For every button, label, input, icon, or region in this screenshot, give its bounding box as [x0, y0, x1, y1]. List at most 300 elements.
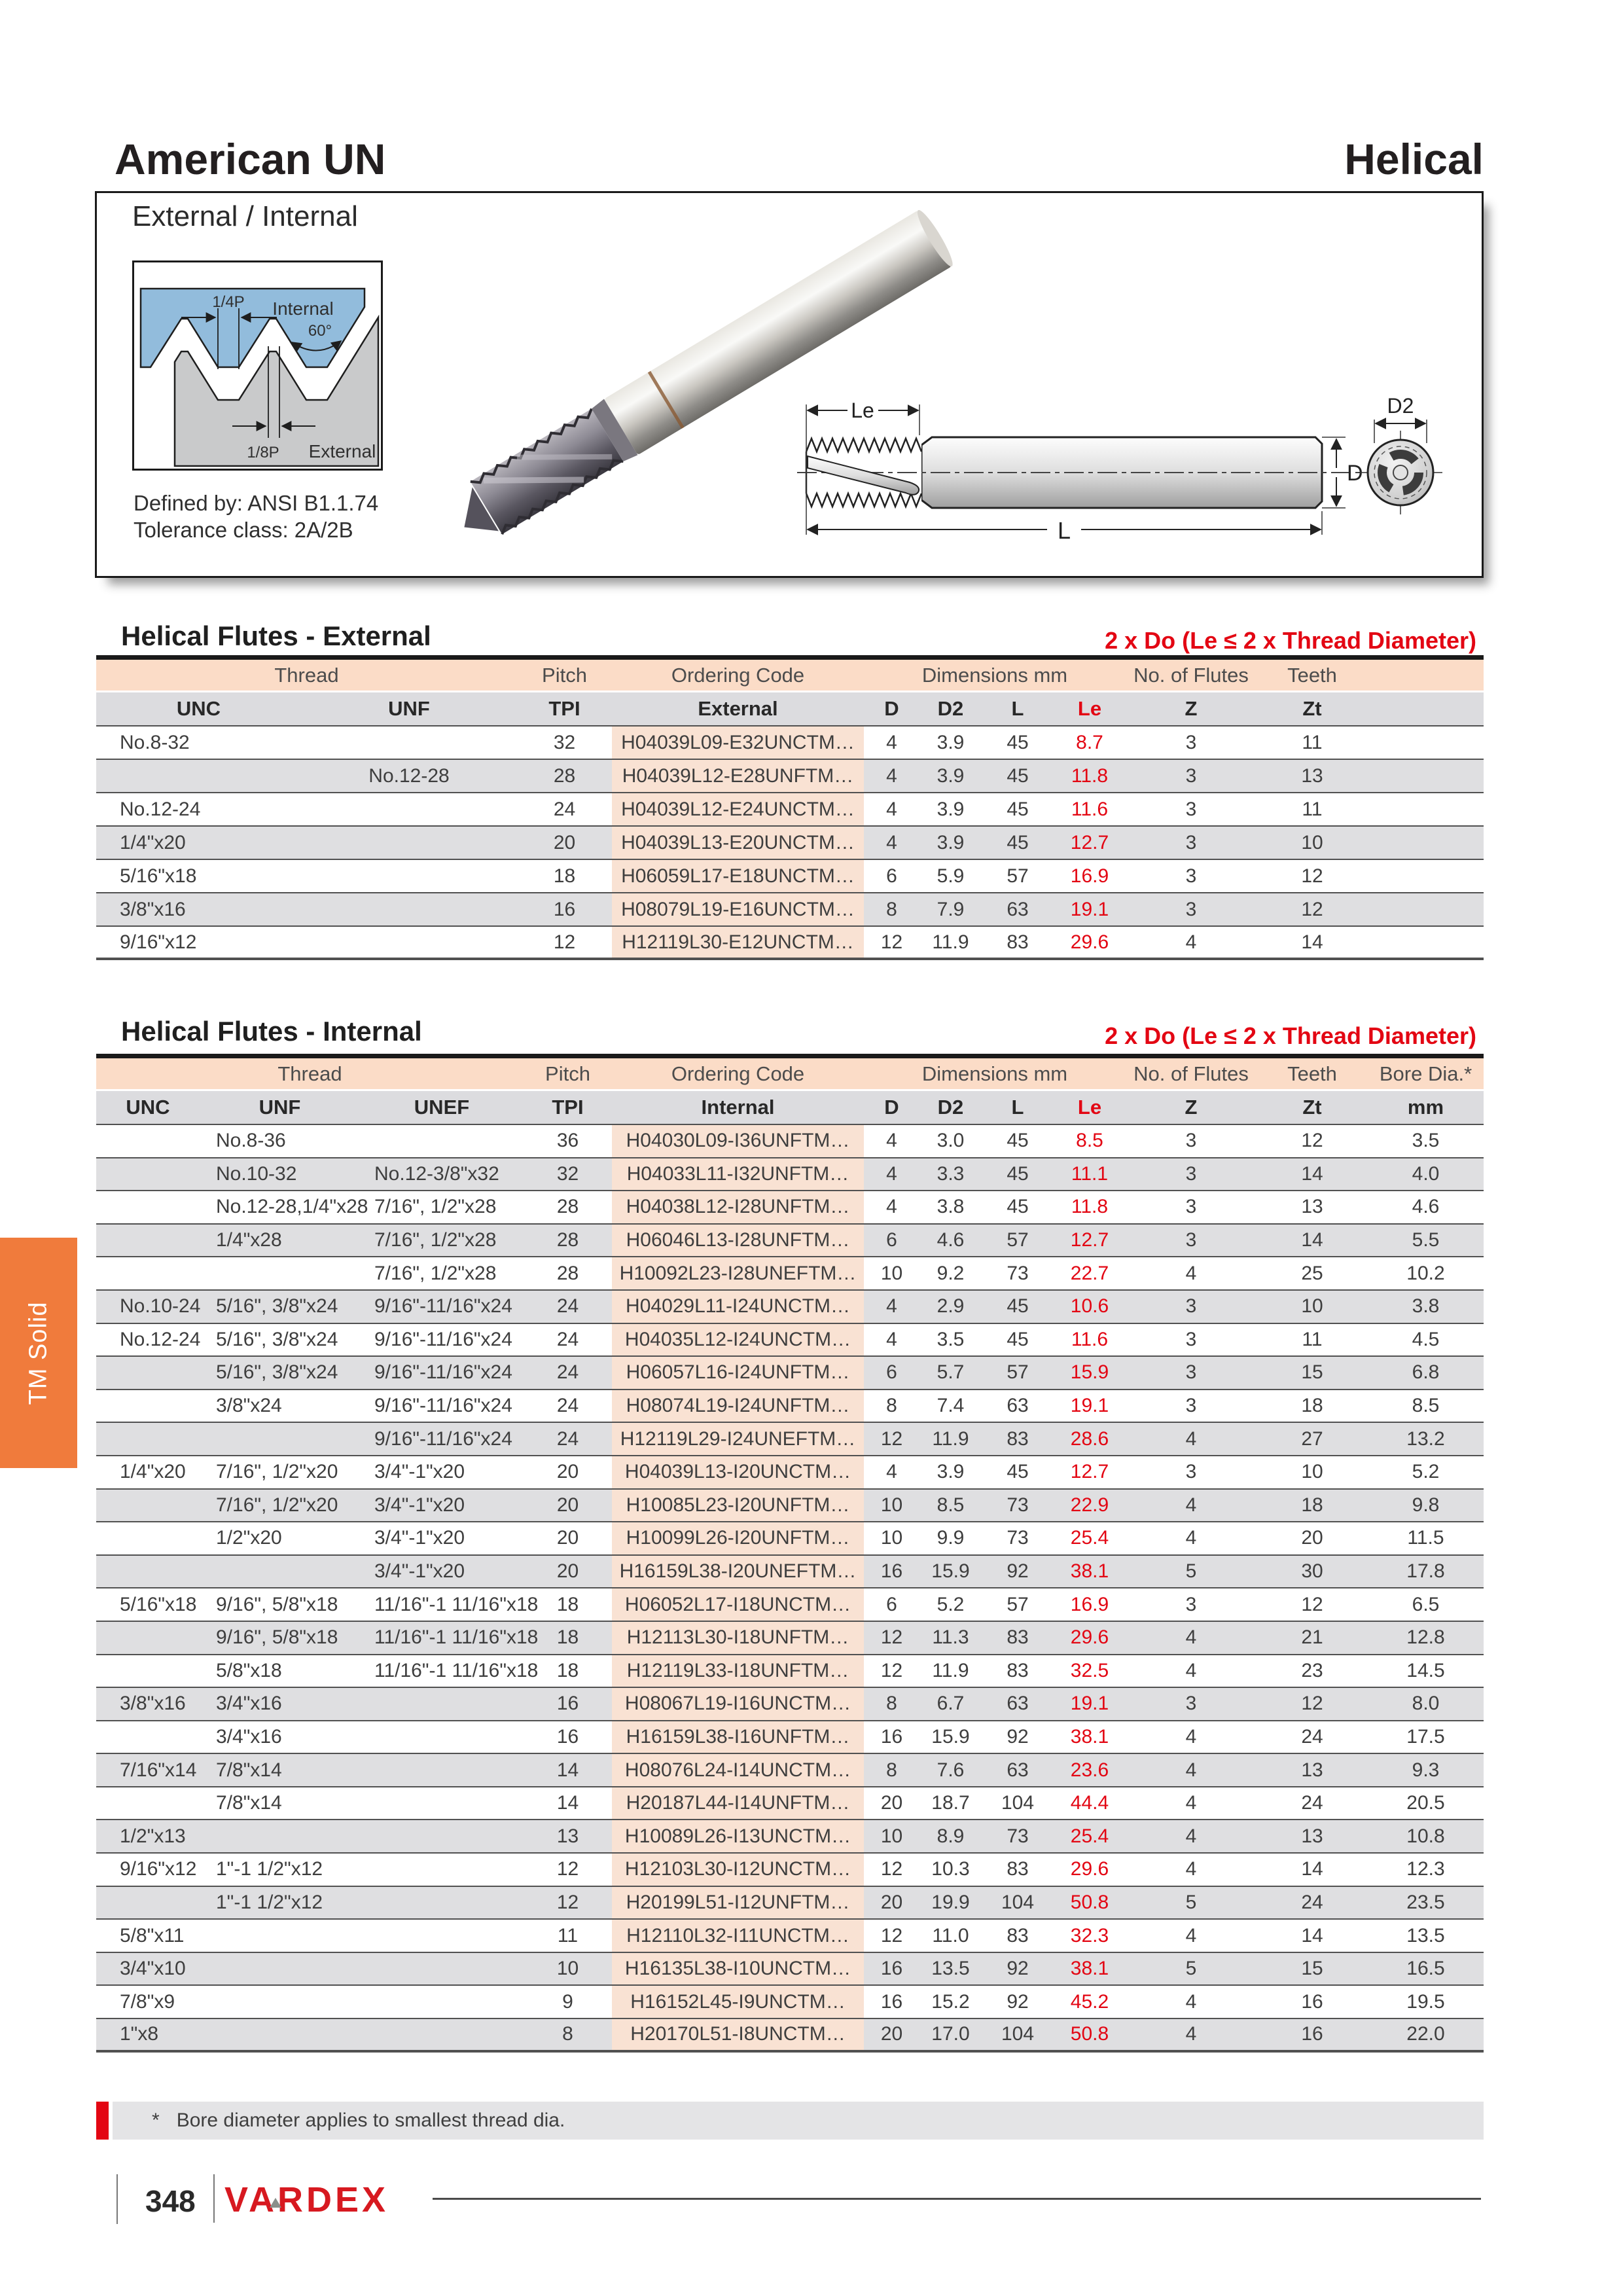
- table-cell: 9/16"x12: [120, 1858, 197, 1880]
- table-cell: 4: [1185, 1626, 1197, 1649]
- table-cell: 4: [886, 831, 897, 853]
- table-cell: 5/8"x18: [216, 1659, 282, 1681]
- column-header: External: [698, 697, 778, 720]
- table-cell: H04035L12-I24UNCTM…: [612, 1324, 864, 1356]
- table-cell: H04039L13-E20UNCTM…: [612, 827, 864, 859]
- table-cell: H04030L09-I36UNFTM…: [612, 1125, 864, 1157]
- table-cell: 92: [1007, 1958, 1029, 1980]
- table-cell: H04039L13-I20UNCTM…: [612, 1456, 864, 1488]
- table-row: [96, 1986, 1484, 2019]
- table-cell: [360, 1754, 524, 1786]
- table-cell: [1368, 827, 1484, 859]
- table-cell: 29.6: [1070, 931, 1109, 953]
- table-cell: H04039L12-E24UNCTM…: [612, 793, 864, 825]
- table-cell: 19.1: [1070, 898, 1109, 920]
- table-cell: 7/16"x14: [120, 1759, 197, 1781]
- table-cell: 10: [556, 1958, 579, 1980]
- table-cell: 8.5: [1076, 1130, 1103, 1152]
- table-cell: 11.6: [1071, 1328, 1109, 1350]
- table-row: [96, 1125, 1484, 1158]
- table-cell: 10.6: [1070, 1295, 1109, 1318]
- table-cell: 4: [1185, 1262, 1197, 1284]
- table-cell: 3: [1185, 1593, 1197, 1615]
- l-dim-label: L: [1057, 517, 1071, 544]
- table-cell: 5/16", 3/8"x24: [216, 1328, 338, 1350]
- table-cell: 5: [1185, 1958, 1197, 1980]
- table-cell: 20: [556, 1527, 579, 1549]
- table-cell: 45: [1007, 798, 1029, 820]
- table-cell: 5.9: [936, 865, 965, 887]
- page-number: 348: [145, 2184, 196, 2218]
- table-cell: [96, 1125, 200, 1157]
- table-row: [96, 1887, 1484, 1920]
- column-group-ordering: Ordering Code: [671, 663, 805, 687]
- table-cell: 4: [1185, 1990, 1197, 2013]
- table-cell: 73: [1007, 1527, 1029, 1549]
- table-cell: [301, 893, 517, 925]
- table-cell: 19.5: [1406, 1990, 1445, 2013]
- table-cell: 4.6: [936, 1229, 965, 1251]
- table-row: [96, 760, 1484, 793]
- table-cell: 3: [1185, 1295, 1197, 1318]
- table-cell: 5/16", 3/8"x24: [216, 1295, 338, 1318]
- table-cell: 63: [1007, 1693, 1029, 1715]
- brand-logo-triangle-icon: [270, 2198, 281, 2208]
- table-cell: 9/16"-11/16"x24: [374, 1427, 512, 1450]
- column-header: L: [1011, 1096, 1024, 1119]
- table-cell: 17.0: [931, 2023, 970, 2045]
- table-cell: [200, 1986, 360, 2018]
- table-cell: 4: [886, 798, 897, 820]
- table-cell: 8.5: [1412, 1395, 1440, 1417]
- table-cell: 9.8: [1412, 1494, 1440, 1516]
- table-cell: 12: [880, 1858, 903, 1880]
- table-cell: 3/4"-1"x20: [374, 1461, 465, 1483]
- column-group-teeth: Teeth: [1287, 1062, 1337, 1085]
- table-cell: 10: [1301, 831, 1323, 853]
- table-cell: 10: [880, 1494, 903, 1516]
- table-cell: 3: [1185, 798, 1197, 820]
- table-cell: 3/4"-1"x20: [374, 1560, 465, 1583]
- table-cell: 19.9: [931, 1891, 970, 1913]
- table-cell: 28.6: [1070, 1427, 1109, 1450]
- table-cell: 12: [1301, 1130, 1323, 1152]
- table-cell: [301, 726, 517, 759]
- table-cell: 63: [1007, 1759, 1029, 1781]
- table-cell: No.10-24: [120, 1295, 201, 1318]
- table-cell: 17.5: [1406, 1725, 1445, 1748]
- table-cell: [96, 1490, 200, 1522]
- table-row: [96, 1787, 1484, 1821]
- table-cell: [96, 1225, 200, 1257]
- table-cell: 73: [1007, 1494, 1029, 1516]
- table-row: [96, 1754, 1484, 1787]
- table-cell: 8: [886, 1759, 897, 1781]
- table-cell: 24: [556, 1328, 579, 1350]
- table-cell: [200, 1556, 360, 1588]
- table-cell: 12: [1301, 1693, 1323, 1715]
- table-cell: 8.5: [936, 1494, 965, 1516]
- table-cell: H12119L33-I18UNFTM…: [612, 1655, 864, 1687]
- table-cell: 11/16"-1 11/16"x18: [374, 1626, 539, 1649]
- table-cell: 38.1: [1070, 1560, 1109, 1583]
- table-cell: H06052L17-I18UNCTM…: [612, 1588, 864, 1621]
- table-cell: [96, 1721, 200, 1753]
- table-row: [96, 1357, 1484, 1390]
- table-cell: 24: [556, 1361, 579, 1384]
- table-cell: [96, 1257, 200, 1289]
- table-cell: 16: [880, 1958, 903, 1980]
- table-cell: 4: [1185, 931, 1197, 953]
- column-header: D2: [937, 1096, 964, 1119]
- eighth-pitch-label: 1/8P: [247, 444, 279, 461]
- table-cell: 32.3: [1070, 1924, 1109, 1946]
- table-cell: 3/8"x16: [120, 1693, 186, 1715]
- table-cell: 12.8: [1406, 1626, 1445, 1649]
- table-cell: 14: [1301, 1229, 1323, 1251]
- table-row: [96, 1854, 1484, 1887]
- table-row: [96, 1556, 1484, 1589]
- table-cell: 18: [556, 1593, 579, 1615]
- table-cell: 5.7: [936, 1361, 965, 1384]
- internal-section-title: Helical Flutes - Internal: [121, 1016, 422, 1047]
- table-cell: 18: [1301, 1494, 1323, 1516]
- table-cell: 24: [556, 1427, 579, 1450]
- table-cell: 4: [1185, 2023, 1197, 2045]
- table-cell: 24: [1301, 1725, 1323, 1748]
- quarter-pitch-label: 1/4P: [212, 293, 245, 311]
- thread-profile-diagram: [132, 260, 383, 471]
- footnote-accent-bar: [96, 2102, 109, 2140]
- table-cell: 9/16", 5/8"x18: [216, 1593, 338, 1615]
- table-cell: 19.1: [1070, 1693, 1109, 1715]
- table-cell: 3: [1185, 831, 1197, 853]
- table-cell: H12119L29-I24UNEFTM…: [612, 1423, 864, 1455]
- table-cell: 14: [1301, 931, 1323, 953]
- table-cell: 20: [1301, 1527, 1323, 1549]
- column-header: UNEF: [414, 1096, 470, 1119]
- table-cell: 20: [880, 1792, 903, 1814]
- table-cell: 11.5: [1407, 1527, 1444, 1549]
- table-cell: H20170L51-I8UNCTM…: [612, 2019, 864, 2050]
- standard-reference: [134, 490, 378, 543]
- table-cell: H16159L38-I20UNEFTM…: [612, 1556, 864, 1588]
- table-cell: 12: [880, 1924, 903, 1946]
- le-dim-label: Le: [851, 399, 874, 422]
- table-cell: [360, 1887, 524, 1919]
- table-row: [96, 793, 1484, 827]
- table-cell: 6: [886, 1593, 897, 1615]
- table-cell: 10: [1301, 1461, 1323, 1483]
- table-cell: 44.4: [1070, 1792, 1109, 1814]
- column-header: UNF: [388, 697, 430, 720]
- table-cell: 92: [1007, 1560, 1029, 1583]
- table-cell: 10: [880, 1527, 903, 1549]
- table-row: [96, 1490, 1484, 1523]
- table-cell: 28: [556, 1229, 579, 1251]
- table-cell: 32: [553, 731, 576, 753]
- table-cell: [200, 1953, 360, 1985]
- table-cell: 6: [886, 1229, 897, 1251]
- table-cell: 12: [1301, 1593, 1323, 1615]
- external-section-title: Helical Flutes - External: [121, 620, 431, 651]
- table-cell: 23.5: [1406, 1891, 1445, 1913]
- table-cell: [200, 1920, 360, 1952]
- column-header: UNC: [126, 1096, 170, 1119]
- table-cell: [1368, 893, 1484, 925]
- table-cell: 18: [556, 1659, 579, 1681]
- table-cell: 32.5: [1070, 1659, 1109, 1681]
- footer-rule-horizontal: [433, 2198, 1481, 2200]
- footnote-star: *: [152, 2109, 160, 2131]
- table-cell: 3: [1185, 1130, 1197, 1152]
- table-cell: 45: [1007, 731, 1029, 753]
- table-cell: 13: [1301, 1825, 1323, 1847]
- table-cell: 3: [1185, 1395, 1197, 1417]
- table-cell: 24: [556, 1295, 579, 1318]
- table-cell: 73: [1007, 1825, 1029, 1847]
- table-cell: 36: [556, 1130, 579, 1152]
- table-cell: 21: [1301, 1626, 1323, 1649]
- table-row: [96, 1622, 1484, 1655]
- table-cell: 29.6: [1070, 1858, 1109, 1880]
- table-cell: 28: [556, 1196, 579, 1218]
- table-cell: [96, 1887, 200, 1919]
- internal-section-note: 2 x Do (Le ≤ 2 x Thread Diameter): [1105, 1022, 1476, 1049]
- table-cell: 12.3: [1406, 1858, 1445, 1880]
- table-cell: 8: [886, 898, 897, 920]
- table-cell: 20: [880, 1891, 903, 1913]
- table-row: [96, 1390, 1484, 1424]
- table-cell: 24: [1301, 1891, 1323, 1913]
- table-row: [96, 2019, 1484, 2053]
- table-cell: 22.7: [1070, 1262, 1109, 1284]
- table-cell: [360, 1920, 524, 1952]
- column-header: TPI: [552, 1096, 584, 1119]
- table-cell: 14: [1301, 1924, 1323, 1946]
- table-cell: H20187L44-I14UNFTM…: [612, 1787, 864, 1820]
- table-cell: 20: [553, 831, 576, 853]
- table-cell: 6: [886, 865, 897, 887]
- table-cell: 45: [1007, 1130, 1029, 1152]
- table-cell: 13: [1301, 1196, 1323, 1218]
- column-header: UNF: [259, 1096, 301, 1119]
- table-cell: 7/8"x9: [120, 1990, 175, 2013]
- table-cell: 3/8"x24: [216, 1395, 282, 1417]
- table-cell: 4: [1185, 1924, 1197, 1946]
- table-cell: 16: [880, 1725, 903, 1748]
- sidebar-tab-tm-solid: [0, 1238, 77, 1468]
- table-row: [96, 1920, 1484, 1953]
- table-cell: 57: [1007, 1593, 1029, 1615]
- table-row: [96, 1588, 1484, 1622]
- table-cell: [301, 860, 517, 892]
- table-cell: 20.5: [1406, 1792, 1445, 1814]
- table-cell: 18: [556, 1626, 579, 1649]
- table-cell: 12: [1301, 898, 1323, 920]
- table-cell: 8: [562, 2023, 573, 2045]
- table-cell: 3: [1185, 1461, 1197, 1483]
- table-cell: 45.2: [1070, 1990, 1109, 2013]
- table-cell: 4: [1185, 1725, 1197, 1748]
- table-cell: [96, 1522, 200, 1554]
- table-cell: H04029L11-I24UNCTM…: [612, 1291, 864, 1323]
- table-cell: 83: [1007, 931, 1029, 953]
- table-cell: 5.5: [1412, 1229, 1440, 1251]
- column-group-flutes: No. of Flutes: [1133, 1062, 1249, 1085]
- table-cell: H10085L23-I20UNFTM…: [612, 1490, 864, 1522]
- table-cell: [301, 927, 517, 958]
- table-cell: [96, 1191, 200, 1223]
- table-cell: 3/4"-1"x20: [374, 1527, 465, 1549]
- table-cell: 4: [886, 1196, 897, 1218]
- column-group-bore: Bore Dia.*: [1379, 1062, 1472, 1085]
- table-row: [96, 1225, 1484, 1258]
- table-cell: 4: [1185, 1527, 1197, 1549]
- table-cell: 3.5: [1412, 1130, 1440, 1152]
- table-cell: 12: [880, 1427, 903, 1450]
- table-cell: 4.0: [1412, 1162, 1440, 1185]
- table-cell: 9.3: [1412, 1759, 1440, 1781]
- table-cell: 5.2: [936, 1593, 965, 1615]
- table-cell: H16152L45-I9UNCTM…: [612, 1986, 864, 2018]
- table-cell: 3.0: [936, 1130, 965, 1152]
- table-cell: 4: [886, 1162, 897, 1185]
- table-cell: 1/4"x20: [120, 1461, 186, 1483]
- table-cell: 1"x8: [120, 2023, 159, 2045]
- table-cell: 11: [1302, 798, 1323, 820]
- table-cell: 5.2: [1412, 1461, 1440, 1483]
- table-cell: 5: [1185, 1891, 1197, 1913]
- table-cell: [200, 1820, 360, 1852]
- table-cell: 8.9: [936, 1825, 965, 1847]
- table-cell: 7/16", 1/2"x28: [374, 1196, 497, 1218]
- table-cell: 4: [1185, 1494, 1197, 1516]
- table-cell: 18.7: [931, 1792, 970, 1814]
- table-cell: 8.7: [1076, 731, 1103, 753]
- internal-table: [96, 1054, 1484, 2053]
- table-cell: 7/16", 1/2"x20: [216, 1461, 338, 1483]
- table-cell: 12.7: [1070, 1229, 1109, 1251]
- table-row: [96, 927, 1484, 960]
- table-cell: 6.8: [1412, 1361, 1440, 1384]
- table-cell: 7/8"x14: [216, 1759, 282, 1781]
- table-cell: [360, 1787, 524, 1820]
- table-cell: [200, 1423, 360, 1455]
- table-cell: 11/16"-1 11/16"x18: [374, 1659, 539, 1681]
- column-header: Zt: [1302, 1096, 1322, 1119]
- external-label: External: [308, 441, 376, 461]
- table-row: [96, 1324, 1484, 1357]
- table-cell: 11/16"-1 11/16"x18: [374, 1593, 539, 1615]
- column-group-pitch: Pitch: [545, 1062, 590, 1085]
- table-cell: 3.9: [936, 764, 965, 787]
- table-row: [96, 1820, 1484, 1854]
- table-cell: 24: [1301, 1792, 1323, 1814]
- table-cell: 3: [1185, 1328, 1197, 1350]
- table-cell: 3.3: [936, 1162, 965, 1185]
- table-cell: 7.6: [936, 1759, 965, 1781]
- table-cell: [301, 793, 517, 825]
- table-cell: 24: [556, 1395, 579, 1417]
- table-cell: H10099L26-I20UNFTM…: [612, 1522, 864, 1554]
- table-cell: 20: [556, 1560, 579, 1583]
- column-header: Zt: [1302, 697, 1322, 720]
- table-cell: [360, 1688, 524, 1720]
- column-group-teeth: Teeth: [1287, 663, 1337, 687]
- table-cell: 10: [880, 1825, 903, 1847]
- external-table: [96, 655, 1484, 960]
- table-cell: H08076L24-I14UNCTM…: [612, 1754, 864, 1786]
- table-cell: 3.8: [936, 1196, 965, 1218]
- table-cell: 57: [1007, 1361, 1029, 1384]
- table-cell: 3: [1185, 1361, 1197, 1384]
- table-cell: H08067L19-I16UNCTM…: [612, 1688, 864, 1720]
- table-cell: 92: [1007, 1990, 1029, 2013]
- column-header: UNC: [176, 697, 221, 720]
- table-cell: [360, 1854, 524, 1886]
- table-cell: 45: [1007, 1196, 1029, 1218]
- table-cell: 14: [556, 1759, 579, 1781]
- table-cell: H04039L12-E28UNFTM…: [612, 760, 864, 792]
- footnote-text: Bore diameter applies to smallest thread dia.: [176, 2109, 565, 2131]
- table-cell: [96, 1390, 200, 1422]
- table-cell: 38.1: [1070, 1725, 1109, 1748]
- table-cell: 11: [557, 1924, 579, 1946]
- table-cell: 13: [556, 1825, 579, 1847]
- table-cell: 4: [886, 1130, 897, 1152]
- column-header: Z: [1185, 697, 1198, 720]
- table-row: [96, 1655, 1484, 1689]
- table-cell: [360, 1721, 524, 1753]
- table-cell: H12113L30-I18UNFTM…: [612, 1622, 864, 1654]
- table-cell: 1/4"x28: [216, 1229, 282, 1251]
- table-row: [96, 1953, 1484, 1986]
- column-header: Le: [1077, 1096, 1102, 1119]
- table-cell: 10: [880, 1262, 903, 1284]
- table-cell: [96, 1423, 200, 1455]
- table-cell: 13: [1301, 764, 1323, 787]
- table-cell: 4.6: [1412, 1196, 1440, 1218]
- table-cell: [1368, 760, 1484, 792]
- table-cell: 11.9: [932, 1427, 969, 1450]
- table-cell: 15.2: [931, 1990, 970, 2013]
- table-cell: 14: [1301, 1162, 1323, 1185]
- column-group-dims: Dimensions mm: [921, 1062, 1068, 1085]
- table-cell: 45: [1007, 1461, 1029, 1483]
- table-cell: 3/4"x10: [120, 1958, 186, 1980]
- table-row: [96, 893, 1484, 927]
- table-cell: 25.4: [1070, 1825, 1109, 1847]
- column-header: [1368, 692, 1484, 725]
- table-cell: 4: [886, 1295, 897, 1318]
- table-cell: 8: [886, 1395, 897, 1417]
- sidebar-tab-label: TM Solid: [24, 1301, 52, 1405]
- table-cell: 16: [553, 898, 576, 920]
- table-cell: 104: [1001, 1891, 1035, 1913]
- footer-rule-left: [116, 2174, 118, 2224]
- table-cell: 7.9: [936, 898, 965, 920]
- table-cell: 7/16", 1/2"x20: [216, 1494, 338, 1516]
- table-cell: 14: [1301, 1858, 1323, 1880]
- footer-rule-mid: [213, 2174, 215, 2223]
- table-row: [96, 860, 1484, 893]
- table-cell: 57: [1007, 865, 1029, 887]
- table-cell: 1/2"x20: [216, 1527, 282, 1549]
- table-cell: 9.9: [936, 1527, 965, 1549]
- footnote: [113, 2102, 1484, 2140]
- table-cell: 5/8"x11: [120, 1924, 185, 1946]
